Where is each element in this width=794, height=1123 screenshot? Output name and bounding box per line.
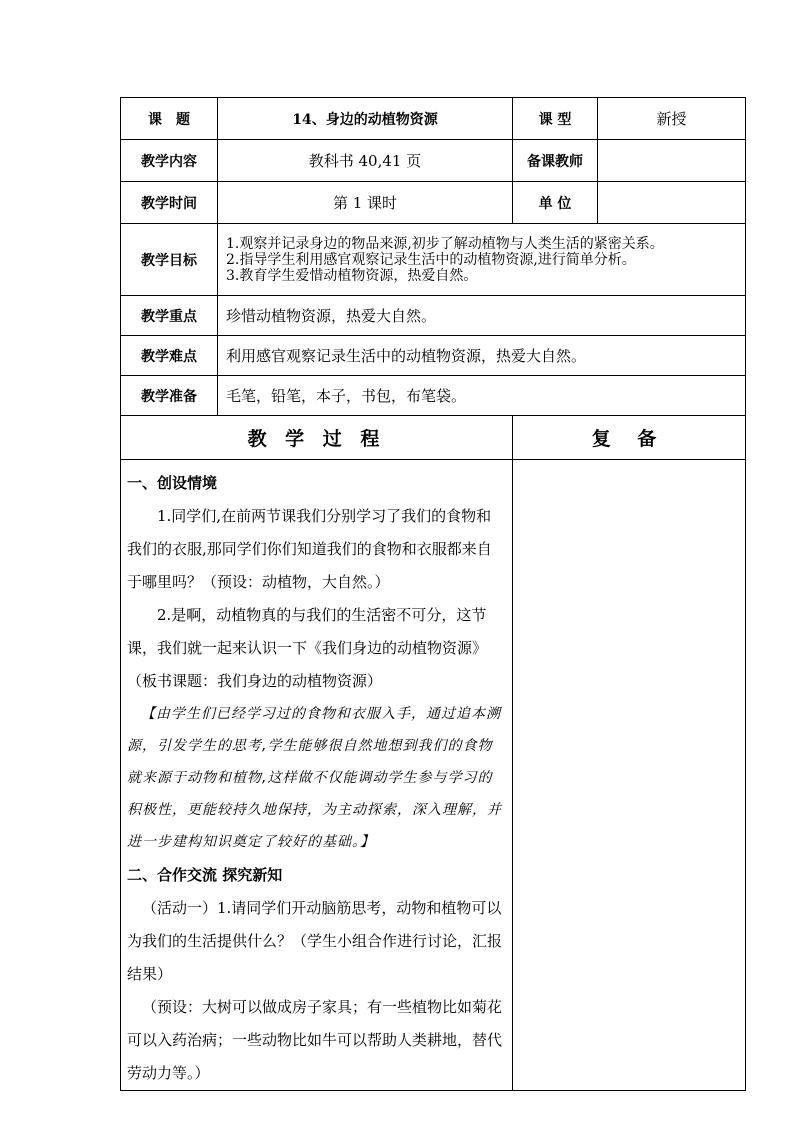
section-heading: 二、合作交流 探究新知 [127,866,283,884]
lesson-plan-table [120,97,746,1091]
unit-label: 单 位 [513,182,598,224]
review-heading: 复 备 [513,416,746,460]
section-heading: 一、创设情境 [127,474,218,492]
unit-value [598,182,746,224]
process-body [121,460,513,1091]
goal-item: 2.指导学生利用感官观察记录生活中的动植物资源,进行简单分析。 [226,251,636,268]
topic-label: 课 题 [121,98,218,140]
key-points-label: 教学重点 [121,296,218,336]
time-value: 第 1 课时 [218,182,513,224]
goal-item: 3.教育学生爱惜动植物资源，热爱自然。 [226,267,478,284]
teacher-value [598,140,746,182]
paragraph: （活动一）1.请同学们开动脑筋思考，动物和植物可以为我们的生活提供什么？（学生小组合作进行讨论，汇报结果） [127,899,503,983]
type-label: 课 型 [513,98,598,140]
paragraph: （预设：大树可以做成房子家具；有一些植物比如菊花可以入药治病；一些动物比如牛可以帮助人类耕地，替代劳动力等。） [127,998,503,1082]
teacher-label: 备课教师 [513,140,598,182]
process-heading: 教 学 过 程 [121,416,513,460]
topic-value: 14、身边的动植物资源 [218,98,513,140]
paragraph: 2.是啊，动植物真的与我们的生活密不可分，这节课，我们就一起来认识一下《我们身边的动植物资源》（板书课题：我们身边的动植物资源） [127,606,488,690]
difficulties-value: 利用感官观察记录生活中的动植物资源，热爱大自然。 [218,336,746,376]
preparation-label: 教学准备 [121,376,218,416]
review-column [513,460,746,1091]
preparation-value: 毛笔，铅笔，本子，书包，布笔袋。 [218,376,746,416]
goals-label: 教学目标 [121,224,218,296]
difficulties-label: 教学难点 [121,336,218,376]
goal-item: 1.观察并记录身边的物品来源,初步了解动植物与人类生活的紧密关系。 [226,235,664,252]
type-value: 新授 [598,98,746,140]
paragraph: 1.同学们,在前两节课我们分别学习了我们的食物和我们的衣服,那同学们你们知道我们的食物和衣服都来自于哪里吗？（预设：动植物，大自然。） [127,507,492,591]
design-note: 【由学生们已经学习过的食物和衣服入手，通过追本溯源，引发学生的思考,学生能够很自然地想到我们的食物就来源于动物和植物,这样做不仅能调动学生参与学习的积极性，更能较持久地保持，为主动探索，深入理解，并进一步建构知识奠定了较好的基础。】 [127,706,502,850]
key-points-value: 珍惜动植物资源，热爱大自然。 [218,296,746,336]
goals-list [218,224,746,296]
content-value: 教科书 40,41 页 [218,140,513,182]
time-label: 教学时间 [121,182,218,224]
content-label: 教学内容 [121,140,218,182]
